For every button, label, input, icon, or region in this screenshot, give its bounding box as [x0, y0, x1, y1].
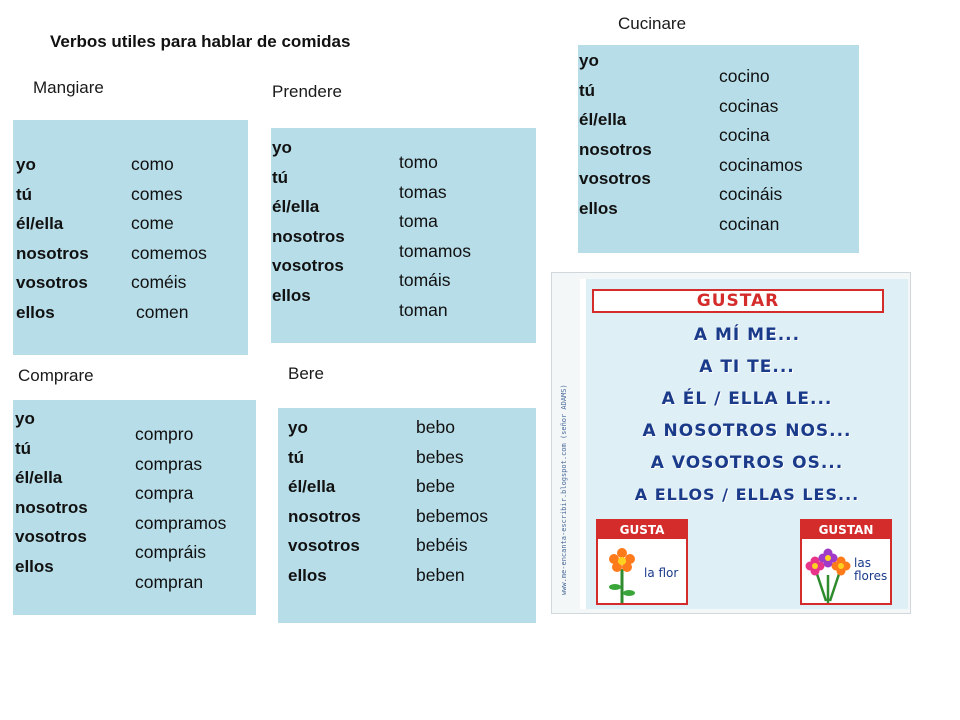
pronoun: yo: [16, 155, 36, 174]
conjugated-form: tomo: [399, 152, 438, 172]
poster-line: A VOSOTROS OS...: [650, 453, 844, 473]
card-gustan-caption-line: las: [854, 556, 871, 570]
verb-label-mangiare: Mangiare: [33, 78, 104, 97]
pronoun: él/ella: [272, 197, 320, 216]
pronoun: tú: [288, 447, 305, 467]
conjugated-form: compra: [135, 483, 194, 503]
pronoun: nosotros: [272, 226, 345, 246]
pronoun-list: [288, 413, 361, 590]
pronoun: él/ella: [15, 468, 63, 487]
conjugation-list: [416, 413, 488, 590]
pronoun: vosotros: [16, 273, 88, 292]
poster-line: A TI TE...: [699, 357, 795, 377]
flower-icon: [602, 541, 642, 605]
card-gustan-caption: [854, 557, 887, 583]
gustar-heading-text: GUSTAR: [696, 291, 780, 311]
conjugated-form: compráis: [135, 542, 206, 562]
pronoun-list: [579, 46, 652, 223]
conjugated-form: tomáis: [399, 270, 451, 290]
card-gusta-heading: GUSTA: [598, 521, 686, 539]
conjugated-form: cocinas: [719, 95, 779, 116]
conjugated-form: compro: [135, 424, 194, 444]
card-gustan-caption-line: flores: [854, 569, 888, 583]
conjugated-form: cocino: [719, 66, 770, 86]
pronoun: ellos: [16, 302, 55, 322]
pronoun: yo: [272, 138, 292, 157]
conjugated-form: cocina: [719, 125, 770, 145]
poster-line: A ELLOS / ELLAS LES...: [634, 485, 860, 504]
pronoun: vosotros: [288, 536, 360, 555]
poster-line: A ÉL / ELLA LE...: [661, 389, 833, 409]
pronoun: ellos: [288, 565, 327, 585]
card-gustan-heading: GUSTAN: [802, 521, 890, 539]
poster-line: A NOSOTROS NOS...: [642, 421, 852, 441]
verb-label-prendere: Prendere: [272, 82, 342, 101]
conjugated-form: bebo: [416, 417, 455, 437]
pronoun: tú: [579, 80, 596, 100]
conjugation-list: [399, 148, 471, 325]
pronoun-list: [15, 404, 88, 581]
conjugated-form: bebe: [416, 476, 455, 496]
conjugated-form: toman: [399, 299, 448, 320]
conjugation-list: [135, 420, 226, 597]
conjugated-form: toma: [399, 211, 438, 231]
pronoun: él/ella: [288, 477, 336, 496]
conjugation-list: [131, 150, 207, 327]
conjugation-box-bere: [278, 408, 536, 623]
pronoun: ellos: [579, 198, 618, 218]
conjugation-box-comprare: [13, 400, 256, 615]
pronoun: nosotros: [15, 497, 88, 517]
conjugated-form: comes: [131, 183, 183, 204]
flowers-icon: [802, 541, 854, 605]
pronoun-list: [272, 133, 345, 310]
pronoun: vosotros: [272, 256, 344, 275]
conjugated-form: coméis: [131, 272, 187, 292]
page-title: Verbos utiles para hablar de comidas: [50, 32, 351, 51]
conjugated-form: cocináis: [719, 184, 783, 204]
verb-label-comprare: Comprare: [18, 366, 94, 385]
gustar-heading: [592, 289, 884, 313]
poster-watermark: [558, 295, 572, 595]
gustar-poster: [551, 272, 911, 614]
conjugated-form: como: [131, 154, 174, 174]
pronoun: nosotros: [288, 506, 361, 526]
pronoun: vosotros: [579, 169, 651, 188]
pronoun: tú: [272, 167, 289, 187]
pronoun: nosotros: [16, 243, 89, 263]
pronoun: él/ella: [16, 214, 64, 233]
pronoun-list: [16, 150, 89, 327]
conjugated-form: tomas: [399, 181, 447, 202]
conjugated-form: compran: [135, 571, 204, 592]
pronoun: vosotros: [15, 527, 87, 546]
pronoun: nosotros: [579, 139, 652, 159]
card-gustan: [800, 519, 892, 605]
conjugated-form: bebes: [416, 446, 464, 467]
card-gusta-caption: la flor: [644, 566, 679, 580]
pronoun: tú: [16, 184, 33, 204]
conjugated-form: comen: [136, 301, 189, 322]
pronoun: ellos: [272, 285, 311, 305]
conjugated-form: compramos: [135, 512, 227, 533]
conjugation-box-mangiare: [13, 120, 248, 355]
poster-watermark-text: www.me-encanta-escribir.blogspot.com (señor ADAMS): [560, 384, 568, 595]
pronoun: él/ella: [579, 110, 627, 129]
pronoun: yo: [288, 418, 308, 437]
conjugated-form: come: [131, 213, 174, 233]
conjugated-form: cocinamos: [719, 154, 803, 175]
pronoun: ellos: [15, 556, 54, 576]
conjugation-box-cucinare: [578, 45, 859, 253]
conjugated-form: tomamos: [399, 240, 471, 261]
poster-panel: [580, 279, 908, 609]
pronoun: yo: [15, 409, 35, 428]
verb-label-bere: Bere: [288, 364, 324, 383]
verb-label-cucinare: Cucinare: [618, 14, 687, 33]
conjugated-form: bebemos: [416, 505, 488, 526]
conjugated-form: cocinan: [719, 213, 780, 234]
conjugation-box-prendere: [271, 128, 536, 343]
conjugated-form: bebéis: [416, 535, 468, 555]
poster-line: A MÍ ME...: [693, 325, 801, 345]
pronoun: yo: [579, 51, 599, 70]
card-gusta: [596, 519, 688, 605]
conjugated-form: beben: [416, 564, 465, 585]
pronoun: tú: [15, 438, 32, 458]
conjugated-form: comemos: [131, 242, 207, 263]
conjugation-list: [719, 62, 803, 239]
conjugated-form: compras: [135, 453, 203, 474]
